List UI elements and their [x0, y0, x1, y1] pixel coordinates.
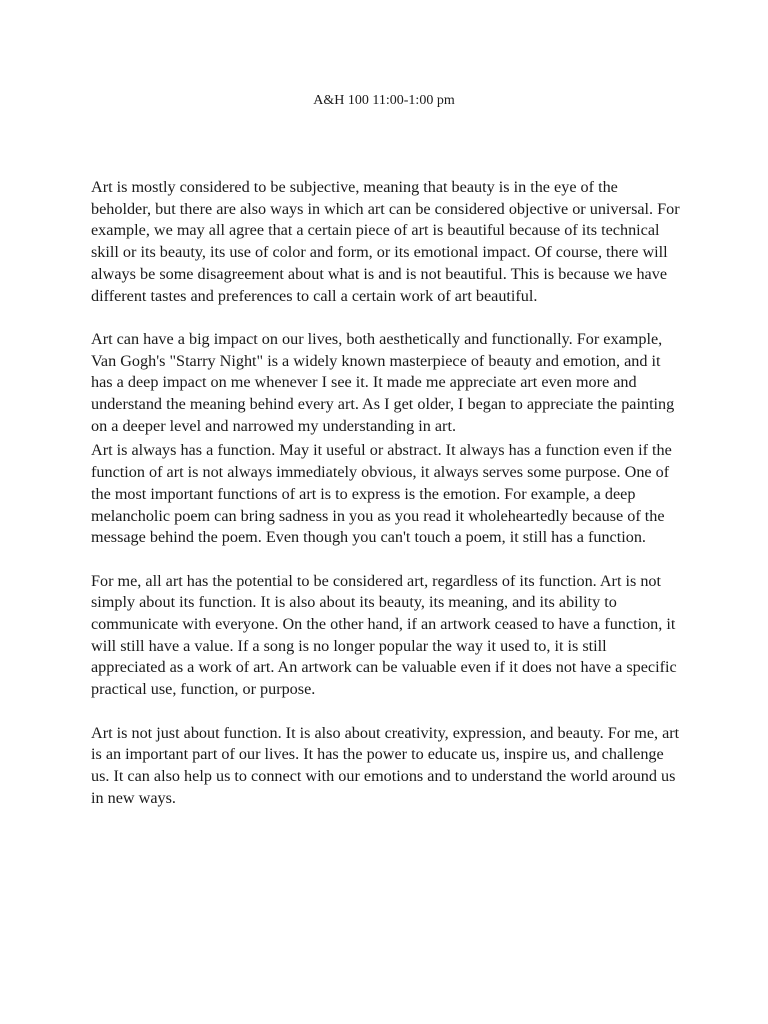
paragraph-5: Art is not just about function. It is also about creativity, expression, and beauty. For me, art is an important part of our lives. It has the power to educate us, inspire us, and challenge us. It can also help us to connect with our emotions and to understand the world around us in new ways. [91, 723, 680, 807]
document-header: A&H 100 11:00-1:00 pm [313, 93, 455, 108]
paragraph-1: Art is mostly considered to be subjective, meaning that beauty is in the eye of the beholder, but there are also ways in which art can be considered objective or universal. For example, we may all agree that a certain piece of art is beautiful because of its technical skill or its beauty, its use of color and form, or its emotional impact. Of course, there will always be some disagreement about what is and is not beautiful. This is because we have different tastes and preferences to call a certain work of art beautiful. [91, 178, 680, 305]
document-body [91, 177, 681, 809]
paragraph-4: For me, all art has the potential to be considered art, regardless of its function. Art is not simply about its function. It is also about its beauty, its meaning, and its ability to communicate with everyone. On the other hand, if an artwork ceased to have a function, it will still have a value. If a song is no longer popular the way it used to, it is still appreciated as a work of art. An artwork can be valuable even if it does not have a specific practical use, function, or purpose. [91, 571, 677, 699]
paragraph-3: Art is always has a function. May it useful or abstract. It always has a function even if the function of art is not always immediately obvious, it always serves some purpose. One of the most important functions of art is to express is the emotion. For example, a deep melancholic poem can bring sadness in you as you read it wholeheartedly because of the message behind the poem. Even though you can't touch a poem, it still has a function. [91, 441, 672, 547]
paragraph-2: Art can have a big impact on our lives, both aesthetically and functionally. For example, Van Gogh's "Starry Night" is a widely known masterpiece of beauty and emotion, and it has a deep impact on me whenever I see it. It made me appreciate art even more and understand the meaning behind every art. As I get older, I began to appreciate the painting on a deeper level and narrowed my understanding in art. [91, 329, 675, 435]
